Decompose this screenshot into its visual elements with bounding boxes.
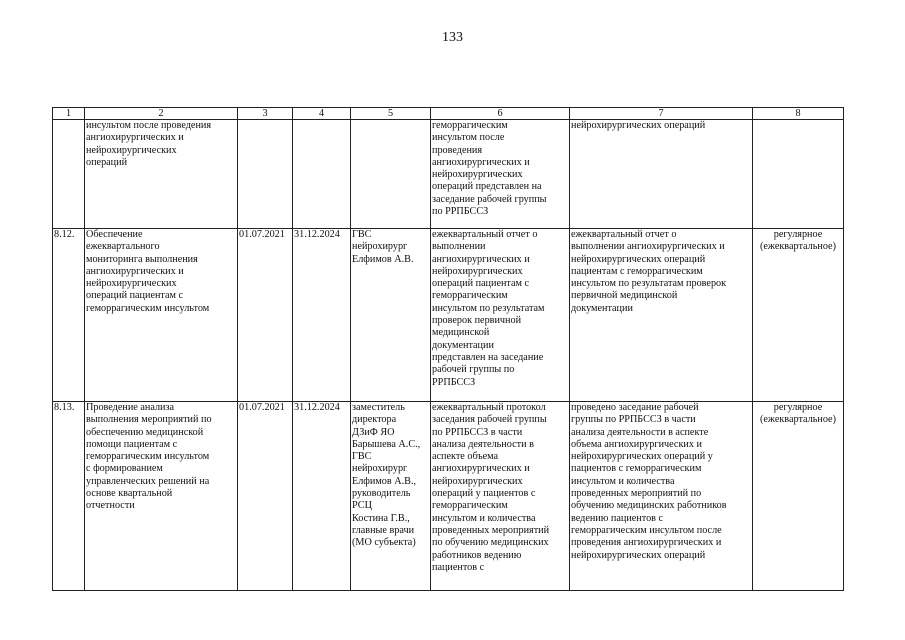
column-header: 6 bbox=[431, 108, 570, 120]
row-number bbox=[53, 120, 85, 229]
result-form-cell: геморрагическим инсультом после проведения ангиохирургических и нейрохирургических операций представлен на заседание рабочей группы по РРПБССЗ bbox=[431, 120, 570, 229]
event-cell: Проведение анализа выполнения мероприятий по обеспечению медицинской помощи пациентам с геморрагическим инсультом с формированием управленческих решений на основе квартальной отчетности bbox=[85, 402, 238, 591]
column-header: 3 bbox=[238, 108, 293, 120]
start-date-cell: 01.07.2021 bbox=[238, 229, 293, 402]
indicator-cell: нейрохирургических операций bbox=[570, 120, 753, 229]
indicator-cell: ежеквартальный отчет о выполнении ангиохирургических и нейрохирургических операций пациентам с геморрагическим инсультом по результатам проверок первичной медицинской документации bbox=[570, 229, 753, 402]
end-date-cell: 31.12.2024 bbox=[293, 229, 351, 402]
table-row bbox=[53, 120, 844, 229]
frequency-cell: регулярное (ежеквартальное) bbox=[753, 229, 844, 402]
event-cell: инсультом после проведения ангиохирургических и нейрохирургических операций bbox=[85, 120, 238, 229]
result-form-cell: ежеквартальный протокол заседания рабочей группы по РРПБССЗ в части анализа деятельности в аспекте объема ангиохирургических и нейрохирургических операций у пациентов с геморрагическим инсультом и количества проведенных мероприятий по обучению медицинских работников ведению пациентов с bbox=[431, 402, 570, 591]
frequency-cell: регулярное (ежеквартальное) bbox=[753, 402, 844, 591]
end-date-cell bbox=[293, 120, 351, 229]
header-row bbox=[53, 108, 844, 120]
start-date-cell bbox=[238, 120, 293, 229]
column-header: 1 bbox=[53, 108, 85, 120]
event-cell: Обеспечение ежеквартального мониторинга выполнения ангиохирургических и нейрохирургических операций пациентам с геморрагическим инсультом bbox=[85, 229, 238, 402]
start-date-cell: 01.07.2021 bbox=[238, 402, 293, 591]
responsible-cell: ГВС нейрохирург Елфимов А.В. bbox=[351, 229, 431, 402]
column-header: 5 bbox=[351, 108, 431, 120]
row-number: 8.12. bbox=[53, 229, 85, 402]
frequency-cell bbox=[753, 120, 844, 229]
column-header: 7 bbox=[570, 108, 753, 120]
result-form-cell: ежеквартальный отчет о выполнении ангиохирургических и нейрохирургических операций пациентам с геморрагическим инсультом по результатам проверок первичной медицинской документации представлен на заседание рабочей группы по РРПБССЗ bbox=[431, 229, 570, 402]
table-row bbox=[53, 402, 844, 591]
responsible-cell bbox=[351, 120, 431, 229]
table-row bbox=[53, 229, 844, 402]
responsible-cell: заместитель директора ДЗиФ ЯО Барышева А.С., ГВС нейрохирург Елфимов А.В., руководитель РСЦ Костина Г.В., главные врачи (МО субъекта) bbox=[351, 402, 431, 591]
column-header: 8 bbox=[753, 108, 844, 120]
page-number: 133 bbox=[442, 30, 463, 45]
column-header: 4 bbox=[293, 108, 351, 120]
plan-table bbox=[52, 107, 844, 591]
end-date-cell: 31.12.2024 bbox=[293, 402, 351, 591]
column-header: 2 bbox=[85, 108, 238, 120]
row-number: 8.13. bbox=[53, 402, 85, 591]
indicator-cell: проведено заседание рабочей группы по РРПБССЗ в части анализа деятельности в аспекте объема ангиохирургических и нейрохирургических операций у пациентов с геморрагическим инсультом и количества проведенных мероприятий по обучению медицинских работников ведению пациентов с геморрагическим инсультом после проведения ангиохирургических и нейрохирургических операций bbox=[570, 402, 753, 591]
